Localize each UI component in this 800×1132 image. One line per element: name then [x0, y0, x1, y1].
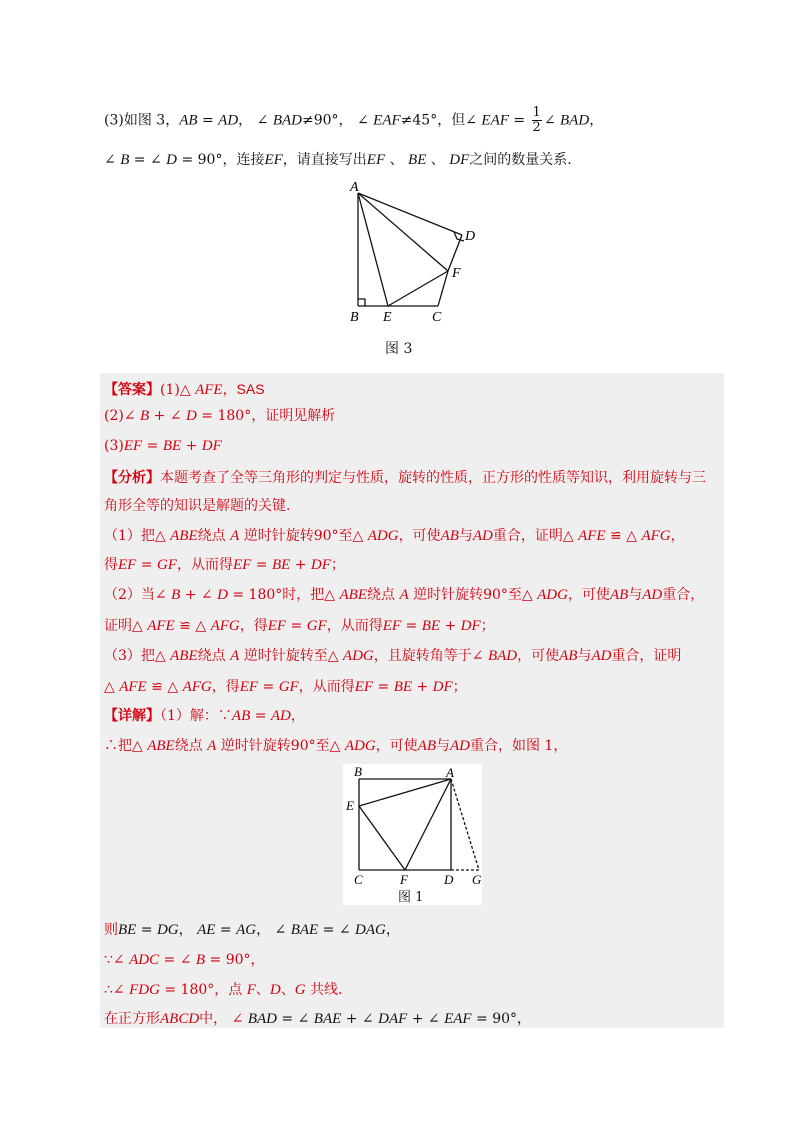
text: = 180°，: [196, 408, 266, 424]
text: ，得: [211, 679, 240, 695]
math-var: BAE: [290, 922, 319, 938]
text: 逆时针旋转90°至△: [216, 738, 345, 754]
math-var: EAF: [444, 1011, 472, 1027]
text: 点: [228, 982, 247, 998]
math-var: AD: [642, 587, 663, 603]
text: = ∠: [159, 952, 196, 968]
text: 重合，证明: [611, 648, 682, 664]
answer-line-1: [104, 379, 265, 400]
math-var: D: [269, 982, 281, 998]
math-var: DF: [449, 152, 470, 168]
text: ，可使: [567, 587, 610, 603]
math-var: D: [166, 152, 178, 168]
text: =: [373, 679, 394, 695]
text: = ∠: [129, 152, 167, 168]
math-var: AFE: [578, 528, 606, 544]
math-var: BAD: [272, 112, 302, 129]
math-var: AB: [440, 528, 459, 544]
text: = 180°，: [159, 982, 229, 998]
math-var: ABE: [339, 587, 367, 603]
math-var: DF: [201, 438, 222, 454]
math-var: EF: [264, 152, 283, 168]
segment-ad: [358, 193, 462, 235]
math-var: BE: [393, 679, 413, 695]
text: ，从而得: [176, 557, 233, 573]
math-var: BE: [162, 438, 182, 454]
text: ，得: [239, 618, 268, 634]
math-var: B: [140, 408, 150, 424]
text: +: [181, 438, 202, 454]
math-var: D: [186, 408, 197, 424]
text: =: [251, 557, 272, 573]
text: + ∠: [341, 1011, 379, 1027]
math-var: AFG: [641, 528, 671, 544]
detail-line-4: [104, 950, 265, 970]
fraction-denominator: 2: [532, 120, 541, 135]
text: =: [197, 112, 219, 129]
math-var: AFG: [182, 679, 212, 695]
text: +: [440, 618, 461, 634]
math-var: AD: [591, 648, 612, 664]
text: 本题考查了全等三角形的判定与性质，旋转的性质，正方形的性质等知识，利用旋转与三: [160, 470, 706, 486]
text: =: [508, 112, 530, 129]
segment-ae: [358, 193, 388, 306]
figure-3-diagram: [330, 175, 490, 325]
label-d: D: [444, 872, 454, 887]
analysis-part-3-line-1: [104, 646, 681, 666]
text: 、: [255, 982, 270, 998]
text: 与: [435, 738, 450, 754]
text: 证明见解析: [265, 408, 336, 424]
math-var: BE: [271, 557, 291, 573]
math-var: ADG: [367, 528, 399, 544]
right-angle-mark-b: [358, 299, 365, 306]
text: 绕点: [367, 587, 400, 603]
math-var: ABE: [170, 528, 198, 544]
text: ，且旋转角等于∠: [373, 648, 488, 664]
text: （1）解：∵: [160, 708, 232, 724]
text: =: [142, 438, 163, 454]
text: +: [290, 557, 311, 573]
label-a: A: [350, 180, 359, 195]
label-a: A: [446, 765, 454, 780]
detail-line-3: [104, 920, 400, 940]
math-var: ABE: [147, 738, 175, 754]
text: ∵∠: [104, 952, 130, 968]
math-var: ABE: [170, 648, 198, 664]
text: = 90°，连接: [177, 152, 265, 168]
detail-tag: 【详解】: [104, 708, 160, 724]
math-var: EAF: [373, 112, 401, 129]
text: ，: [670, 528, 685, 544]
text: ，请直接写出: [282, 152, 367, 168]
text: △: [104, 679, 120, 695]
math-var: DG: [156, 922, 179, 938]
answer-line-3: [104, 436, 222, 456]
text: ≌ △: [146, 679, 183, 695]
text: 绕点: [197, 528, 231, 544]
math-var: AB: [231, 708, 251, 724]
text: ≌ △: [174, 618, 211, 634]
analysis-part-1-line-1: [104, 526, 685, 546]
math-var: AD: [270, 708, 291, 724]
text: 、: [385, 152, 409, 168]
segment-ae: [359, 779, 451, 806]
math-var: AD: [472, 528, 493, 544]
math-var: AB: [559, 648, 578, 664]
text: 绕点: [174, 738, 208, 754]
answer-tag: 【答案】: [104, 382, 160, 398]
math-var: F: [246, 982, 256, 998]
math-var: BE: [118, 922, 137, 938]
math-var: AD: [218, 112, 239, 129]
math-var: BAE: [313, 1011, 342, 1027]
text: ，: [589, 112, 604, 129]
analysis-tag: 【分析】: [104, 470, 160, 486]
text: 逆时针旋转90°至△: [239, 528, 368, 544]
text: ；: [330, 557, 345, 573]
text: ，: [290, 708, 305, 724]
text: 逆时针旋转至△: [239, 648, 343, 664]
text: 绕点: [197, 648, 231, 664]
text: 在正方形: [104, 1011, 160, 1027]
text: 、: [280, 982, 295, 998]
math-var: EF: [267, 618, 287, 634]
segment-ef: [359, 806, 405, 870]
math-var: GF: [306, 618, 327, 634]
text: 逆时针旋转90°至△: [408, 587, 538, 603]
label-b: B: [350, 310, 359, 325]
text: ∠: [543, 112, 561, 129]
math-var: B: [120, 152, 130, 168]
math-var: AB: [179, 112, 198, 129]
math-var: AFE: [119, 679, 147, 695]
text: ，从而得: [326, 618, 383, 634]
math-var: A: [230, 648, 240, 664]
text: ；: [480, 618, 495, 634]
math-var: DAF: [378, 1011, 408, 1027]
text: 中， ∠: [199, 1011, 248, 1027]
math-var: G: [294, 982, 306, 998]
text: 则: [104, 922, 118, 938]
math-var: EF: [123, 438, 143, 454]
math-var: ABCD: [160, 1011, 200, 1027]
text: (3)如图 3，: [104, 112, 180, 129]
math-var: A: [399, 587, 409, 603]
text: ，可使: [398, 528, 441, 544]
math-var: AG: [236, 922, 257, 938]
text: ≌ △: [605, 528, 642, 544]
math-var: DF: [432, 679, 453, 695]
answer-line-2: [104, 406, 335, 426]
label-f: F: [452, 266, 461, 281]
math-var: DF: [310, 557, 331, 573]
text: ；: [452, 679, 467, 695]
figure-1-caption: 图 1: [398, 890, 424, 905]
text: =: [250, 708, 271, 724]
math-var: ADG: [342, 648, 374, 664]
math-var: DF: [460, 618, 481, 634]
label-g: G: [472, 872, 482, 887]
text: (1)△: [160, 382, 196, 398]
detail-line-1: [104, 706, 305, 726]
text: = 180°时，把△: [227, 587, 340, 603]
text: + ∠: [180, 587, 218, 603]
math-var: AFG: [210, 618, 240, 634]
text: 得: [104, 557, 118, 573]
math-var: FDG: [129, 982, 160, 998]
label-b: B: [354, 764, 362, 779]
text: = ∠: [276, 1011, 314, 1027]
math-var: EF: [118, 557, 137, 573]
math-var: ADC: [129, 952, 160, 968]
analysis-line-1: [104, 468, 706, 488]
math-var: GF: [278, 679, 299, 695]
text: =: [136, 557, 157, 573]
math-var: BAD: [247, 1011, 277, 1027]
text: = ∠: [318, 922, 356, 938]
text: + ∠: [407, 1011, 445, 1027]
fraction-one-half: [532, 106, 542, 135]
text: ，可使: [517, 648, 560, 664]
text: =: [136, 922, 157, 938]
segment-af: [358, 193, 448, 271]
math-var: ADG: [344, 738, 376, 754]
text: 与: [577, 648, 592, 664]
text: ，SAS: [222, 381, 265, 397]
text: ≠90°， ∠: [301, 112, 374, 129]
text: （2）当∠: [104, 587, 172, 603]
figure-1-diagram: [343, 764, 482, 888]
text: 重合，如图 1，: [469, 738, 568, 754]
text: ∴把△: [104, 738, 148, 754]
label-e: E: [383, 310, 392, 325]
text: =: [286, 618, 307, 634]
segment-ag-dashed: [451, 779, 479, 870]
problem-line-2: [104, 150, 572, 170]
math-var: AB: [417, 738, 436, 754]
text: ， ∠: [238, 112, 273, 129]
text: + ∠: [149, 408, 186, 424]
math-var: ADG: [537, 587, 568, 603]
analysis-line-2: [104, 496, 290, 516]
analysis-part-2-line-2: [104, 616, 495, 636]
text: ≠45°，但∠: [400, 112, 482, 129]
text: （1）把△: [104, 528, 171, 544]
segment-af: [405, 779, 451, 870]
text: ，可使: [375, 738, 418, 754]
text: 与: [628, 587, 643, 603]
detail-line-6: [104, 1009, 531, 1029]
text: 重合，证明△: [492, 528, 579, 544]
math-var: GF: [156, 557, 177, 573]
math-var: B: [171, 587, 181, 603]
math-var: BAD: [487, 648, 518, 664]
math-var: AB: [609, 587, 629, 603]
text: ，: [385, 922, 400, 938]
text: = 90°，: [205, 952, 265, 968]
analysis-part-2-line-1: [104, 585, 704, 605]
text: 、: [426, 152, 450, 168]
text: 重合，: [662, 587, 705, 603]
figure-3-caption: 图 3: [385, 341, 413, 357]
math-var: BE: [421, 618, 441, 634]
detail-line-2: [104, 736, 567, 756]
math-var: A: [230, 528, 240, 544]
label-e: E: [346, 798, 354, 813]
label-c: C: [354, 872, 363, 887]
label-f: F: [400, 872, 408, 887]
text: (3): [104, 438, 124, 454]
math-var: BE: [408, 152, 427, 168]
text: （3）把△: [104, 648, 171, 664]
analysis-part-3-line-2: [104, 677, 467, 697]
text: =: [401, 618, 422, 634]
text: =: [215, 922, 237, 938]
fraction-numerator: 1: [532, 105, 541, 120]
text: 角形全等的知识是解题的关键.: [104, 498, 291, 514]
text: +: [412, 679, 433, 695]
math-var: EF: [232, 557, 252, 573]
text: 证明△: [104, 618, 148, 634]
problem-line-1: [104, 106, 603, 135]
text: 共线.: [305, 982, 343, 998]
math-var: B: [195, 952, 206, 968]
math-var: EF: [354, 679, 374, 695]
math-var: D: [217, 587, 228, 603]
text: =: [258, 679, 279, 695]
detail-line-5: [104, 980, 343, 1000]
label-c: C: [432, 310, 442, 325]
text: ∴∠: [104, 982, 130, 998]
text: = 90°，: [471, 1011, 532, 1027]
text: ，从而得: [298, 679, 355, 695]
math-var: EF: [239, 679, 259, 695]
math-var: EAF: [481, 112, 509, 129]
math-var: A: [207, 738, 217, 754]
analysis-part-1-line-2: [104, 555, 345, 575]
label-d: D: [465, 229, 476, 244]
math-var: AE: [197, 922, 216, 938]
math-var: AD: [449, 738, 470, 754]
math-var: EF: [366, 152, 386, 168]
text: 与: [458, 528, 473, 544]
text: ，: [178, 922, 198, 938]
text: ， ∠: [256, 922, 291, 938]
math-var: AFE: [195, 382, 223, 398]
text: 之间的数量关系.: [469, 152, 572, 168]
math-var: EF: [382, 618, 402, 634]
math-var: AFE: [147, 618, 175, 634]
text: ∠: [104, 152, 121, 168]
math-var: DAG: [355, 922, 386, 938]
text: (2)∠: [104, 408, 141, 424]
math-var: BAD: [560, 112, 590, 129]
